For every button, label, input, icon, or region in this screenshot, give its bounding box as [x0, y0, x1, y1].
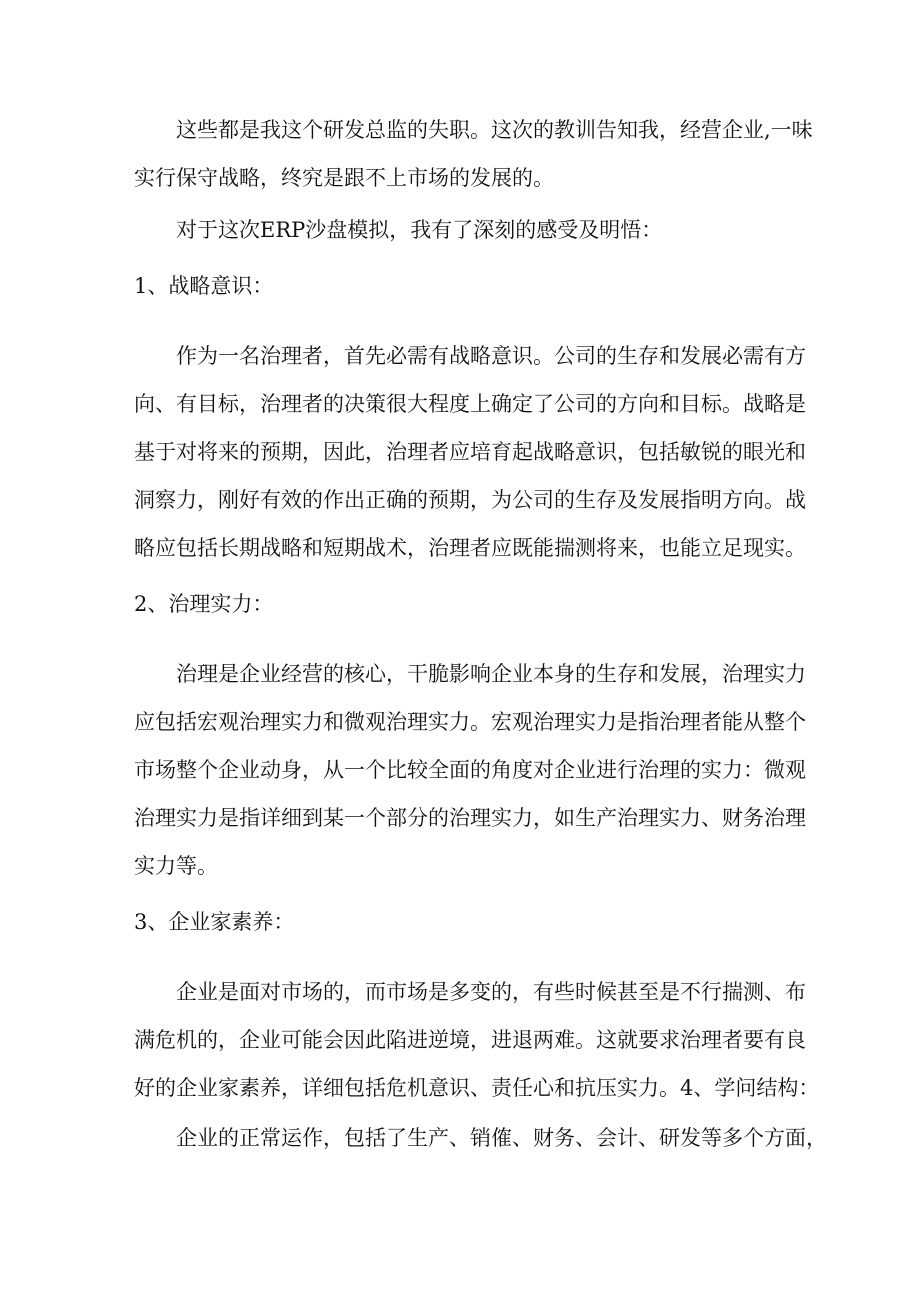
paragraph-line: 企业是面对市场的，而市场是多变的，有些时候甚至是不行揣测、布 [176, 980, 806, 1004]
paragraph-line: 实行保守战略，终究是跟不上市场的发展的。 [134, 166, 554, 190]
paragraph-line: 对于这次ERP沙盘模拟，我有了深刻的感受及明悟： [176, 218, 663, 242]
paragraph-line: 满危机的，企业可能会因此陷进逆境，进退两难。这就要求治理者要有良 [134, 1028, 806, 1052]
paragraph-line: 应包括宏观治理实力和微观治理实力。宏观治理实力是指治理者能从整个 [134, 710, 806, 734]
paragraph-line: 企业的正常运作，包括了生产、销傕、财务、会计、研发等多个方面， [176, 1126, 827, 1150]
paragraph-line: 洞察力，刚好有效的作出正确的预期，为公司的生存及发展指明方向。战 [134, 488, 806, 512]
paragraph-line: 向、有目标，治理者的决策很大程度上确定了公司的方向和目标。战略是 [134, 392, 806, 416]
paragraph-line: 略应包括长期战略和短期战术，治理者应既能揣测将来，也能立足现实。 [134, 536, 806, 560]
section-heading: 1、战略意识： [134, 274, 274, 298]
paragraph-line: 好的企业家素养，详细包括危机意识、责任心和抗压实力。4、学问结构： [134, 1076, 820, 1100]
section-heading: 2、治理实力： [134, 592, 274, 616]
paragraph-line: 市场整个企业动身，从一个比较全面的角度对企业进行治理的实力：微观 [134, 758, 806, 782]
paragraph-line: 治理是企业经营的核心，干脆影响企业本身的生存和发展，治理实力 [176, 662, 806, 686]
paragraph-line: 作为一名治理者，首先必需有战略意识。公司的生存和发展必需有方 [176, 344, 806, 368]
paragraph-line: 基于对将来的预期，因此，治理者应培育起战略意识，包括敏锐的眼光和 [134, 440, 806, 464]
section-heading: 3、企业家素养： [134, 910, 295, 934]
paragraph-line: 这些都是我这个研发总监的失职。这次的教训告知我，经营企业,一味 [176, 118, 813, 142]
paragraph-line: 治理实力是指详细到某一个部分的治理实力，如生产治理实力、财务治理 [134, 806, 806, 830]
paragraph-line: 实力等。 [134, 854, 218, 878]
